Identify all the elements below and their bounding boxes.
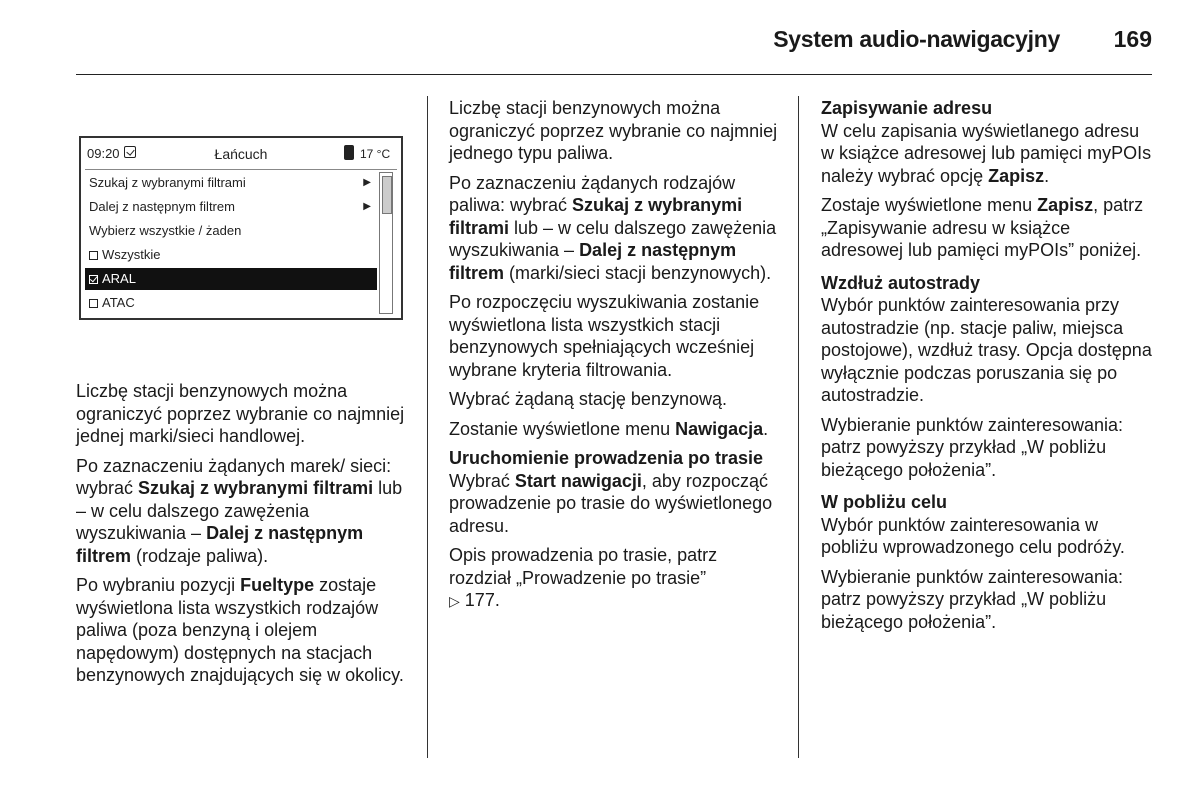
section-heading: W pobliżu celu [821,492,947,512]
checkbox-checked-icon [89,275,98,284]
column-divider-2 [798,96,799,758]
menu-item-all[interactable] [85,244,377,266]
screen-title: Łańcuch [214,146,268,162]
menu-item-aral[interactable] [85,268,377,290]
paragraph: Zostanie wyświetlone menu Nawigacja. [449,418,769,439]
paragraph: Wybrać żądaną stację benzynową. [449,389,727,409]
column-3 [821,97,1156,640]
menu-item-next-filter[interactable] [85,196,377,218]
display-screenshot [79,136,403,320]
paragraph: Po zaznaczeniu żądanych rodzajów paliwa: wybrać Szukaj z wybranymi filtrami lub – w celu dalszego zawężenia wyszukiwania – Dalej z następnym filtrem (marki/sieci stacji benzynowych). [449,172,777,283]
header-title: System audio-nawigacyjny [773,26,1060,52]
thermometer-icon [344,145,354,160]
paragraph: Liczbę stacji benzynowych można ograniczyć poprzez wybranie co najmniej jednej marki/sieci handlowej. [76,381,405,446]
menu-item-label: Szukaj z wybranymi filtrami [89,175,246,190]
checkbox-unchecked-icon [89,251,98,260]
menu-item-label: Dalej z następnym filtrem [89,199,235,214]
paragraph: Wybieranie punktów zainteresowania: patrz powyższy przykład „W pobliżu bieżącego położenia”. [821,414,1124,480]
menu-item-label: ARAL [102,271,136,286]
menu-item-search-filters[interactable] [85,172,377,194]
section-heading: Uruchomienie prowadzenia po trasie [449,448,764,468]
menu-item-label: ATAC [102,295,135,310]
paragraph: Zostaje wyświetlone menu Zapisz, patrz „Zapisywanie adresu w książce adresowej lub pamięci myPOIs” poniżej. [821,195,1144,260]
checkbox-unchecked-icon [89,299,98,308]
column-divider-1 [427,96,428,758]
column-1 [76,380,411,694]
paragraph: W pobliżu celu Wybór punktów zainteresowania w pobliżu wprowadzonego celu podróży. [821,491,1156,559]
paragraph: Po rozpoczęciu wyszukiwania zostanie wyświetlona lista wszystkich stacji benzynowych spełniających wcześniej wybrane kryteria filtrowania. [449,292,760,380]
header-rule [76,74,1152,75]
paragraph: Po zaznaczeniu żądanych marek/ sieci: wybrać Szukaj z wybranymi filtrami lub – w celu dalszego zawężenia wyszukiwania – Dalej z następnym filtrem (rodzaje paliwa). [76,455,403,566]
paragraph: Wybieranie punktów zainteresowania: patrz powyższy przykład „W pobliżu bieżącego położenia”. [821,566,1124,632]
screen-temperature: 17 °C [360,147,391,161]
scrollbar[interactable] [379,172,393,314]
scrollbar-thumb[interactable] [382,176,392,214]
section-heading: Wzdłuż autostrady [821,272,981,293]
menu-item-label: Wszystkie [102,247,161,262]
paragraph: Opis prowadzenia po trasie, patrz rozdział „Prowadzenie po trasie” ▷ 177. [449,545,718,610]
arrow-right-icon: ▶ [363,201,371,212]
section-heading: Zapisywanie adresu [821,98,993,118]
arrow-right-icon: ▶ [363,177,371,188]
screen-status-bar [81,138,401,168]
page-number: 169 [1113,26,1152,52]
menu-item-select-all-none[interactable] [85,220,377,242]
menu-item-label: Wybierz wszystkie / żaden [89,223,242,238]
paragraph: Liczbę stacji benzynowych można ograniczyć poprzez wybranie co najmniej jednego typu paliwa. [449,98,778,163]
screen-separator [85,169,397,170]
page-reference-icon: ▷ [449,593,460,609]
page-reference: 177. [464,590,500,610]
paragraph: Uruchomienie prowadzenia po trasie Wybrać Start nawigacji, aby rozpocząć prowadzenie po trasie do wyświetlonego adresu. [449,447,784,537]
screen-time: 09:20 [87,146,120,161]
paragraph: Zapisywanie adresu W celu zapisania wyświetlanego adresu w książce adresowej lub pamięci myPOIs należy wybrać opcję Zapisz. [821,97,1156,187]
menu-item-atac[interactable] [85,292,377,314]
paragraph: Wzdłuż autostrady Wybór punktów zainteresowania przy autostradzie (np. stacje paliw, miejsca postojowe), wzdłuż trasy. Opcja dostępna wyłącznie podczas poruszania się po autostradzie. [821,272,1156,407]
paragraph: Po wybraniu pozycji Fueltype zostaje wyświetlona lista wszystkich rodzajów paliwa (poza benzyną i olejem napędowym) dostępnych na stacjach benzynowych znajdujących się w okolicy. [76,575,404,685]
column-2 [449,97,784,620]
